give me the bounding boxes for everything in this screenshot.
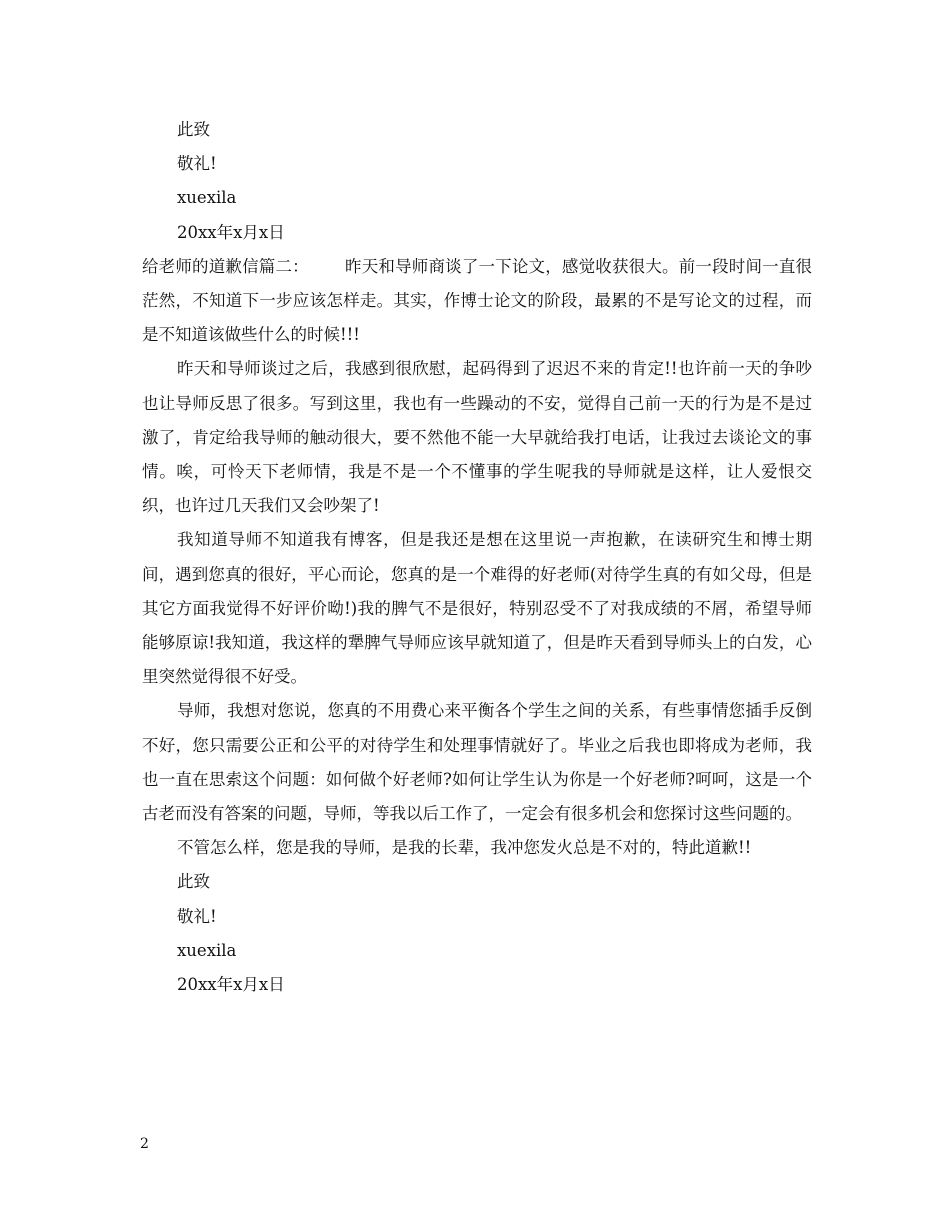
paragraph: 不管怎么样，您是我的导师，是我的长辈，我冲您发火总是不对的，特此道歉!! [177, 838, 752, 858]
closing-salutation: 此致 [177, 872, 210, 892]
letter-two-first-paragraph [142, 250, 812, 353]
closing-respect: 敬礼! [177, 906, 217, 926]
paragraph: 导师，我想对您说，您真的不用费心来平衡各个学生之间的关系，有些事情您插手反倒不好，您只需要公正和公平的对待学生和处理事情就好了。毕业之后我也即将成为老师，我也一直在思索这个问题：如何做个好老师?如何让学生认为你是一个好老师?呵呵，这是一个古老而没有答案的问题，导师，等我以后工作了，一定会有很多机会和您探讨这些问题的。 [142, 701, 812, 824]
closing-respect: 敬礼! [177, 154, 217, 174]
closing-signature: xuexila [177, 940, 237, 960]
closing-salutation: 此致 [177, 120, 210, 139]
paragraph-text: 昨天和导师商谈了一下论文，感觉收获很大。前一段时间一直很茫然，不知道下一步应该怎样走。其实，作博士论文的阶段，最累的不是写论文的过程，而是不知道该做些什么的时候!!! [142, 256, 813, 345]
paragraph: 我知道导师不知道我有博客，但是我还是想在这里说一声抱歉，在读研究生和博士期间，遇到您真的很好，平心而论，您真的是一个难得的好老师(对待学生真的有如父母，但是其它方面我觉得不好评价呦!)我的脾气不是很好，特别忍受不了对我成绩的不屑，希望导师能够原谅!我知道，我这样的犟脾气导师应该早就知道了，但是昨天看到导师头上的白发，心里突然觉得很不好受。 [142, 530, 812, 687]
closing-date: 20xx年x月x日 [177, 222, 285, 242]
page-number: 2 [140, 1136, 149, 1152]
paragraph: 昨天和导师谈过之后，我感到很欣慰，起码得到了迟迟不来的肯定!!也许前一天的争吵也让导师反思了很多。写到这里，我也有一些躁动的不安，觉得自己前一天的行为是不是过激了，肯定给我导师的触动很大，要不然他不能一大早就给我打电话，让我过去谈论文的事情。唉，可怜天下老师情，我是不是一个不懂事的学生呢我的导师就是这样，让人爱恨交织，也许过几天我们又会吵架了! [142, 359, 812, 516]
letter-two-heading: 给老师的道歉信篇二： [142, 256, 309, 276]
closing-date: 20xx年x月x日 [177, 975, 285, 995]
closing-signature: xuexila [177, 188, 237, 208]
document-body [142, 113, 812, 1002]
